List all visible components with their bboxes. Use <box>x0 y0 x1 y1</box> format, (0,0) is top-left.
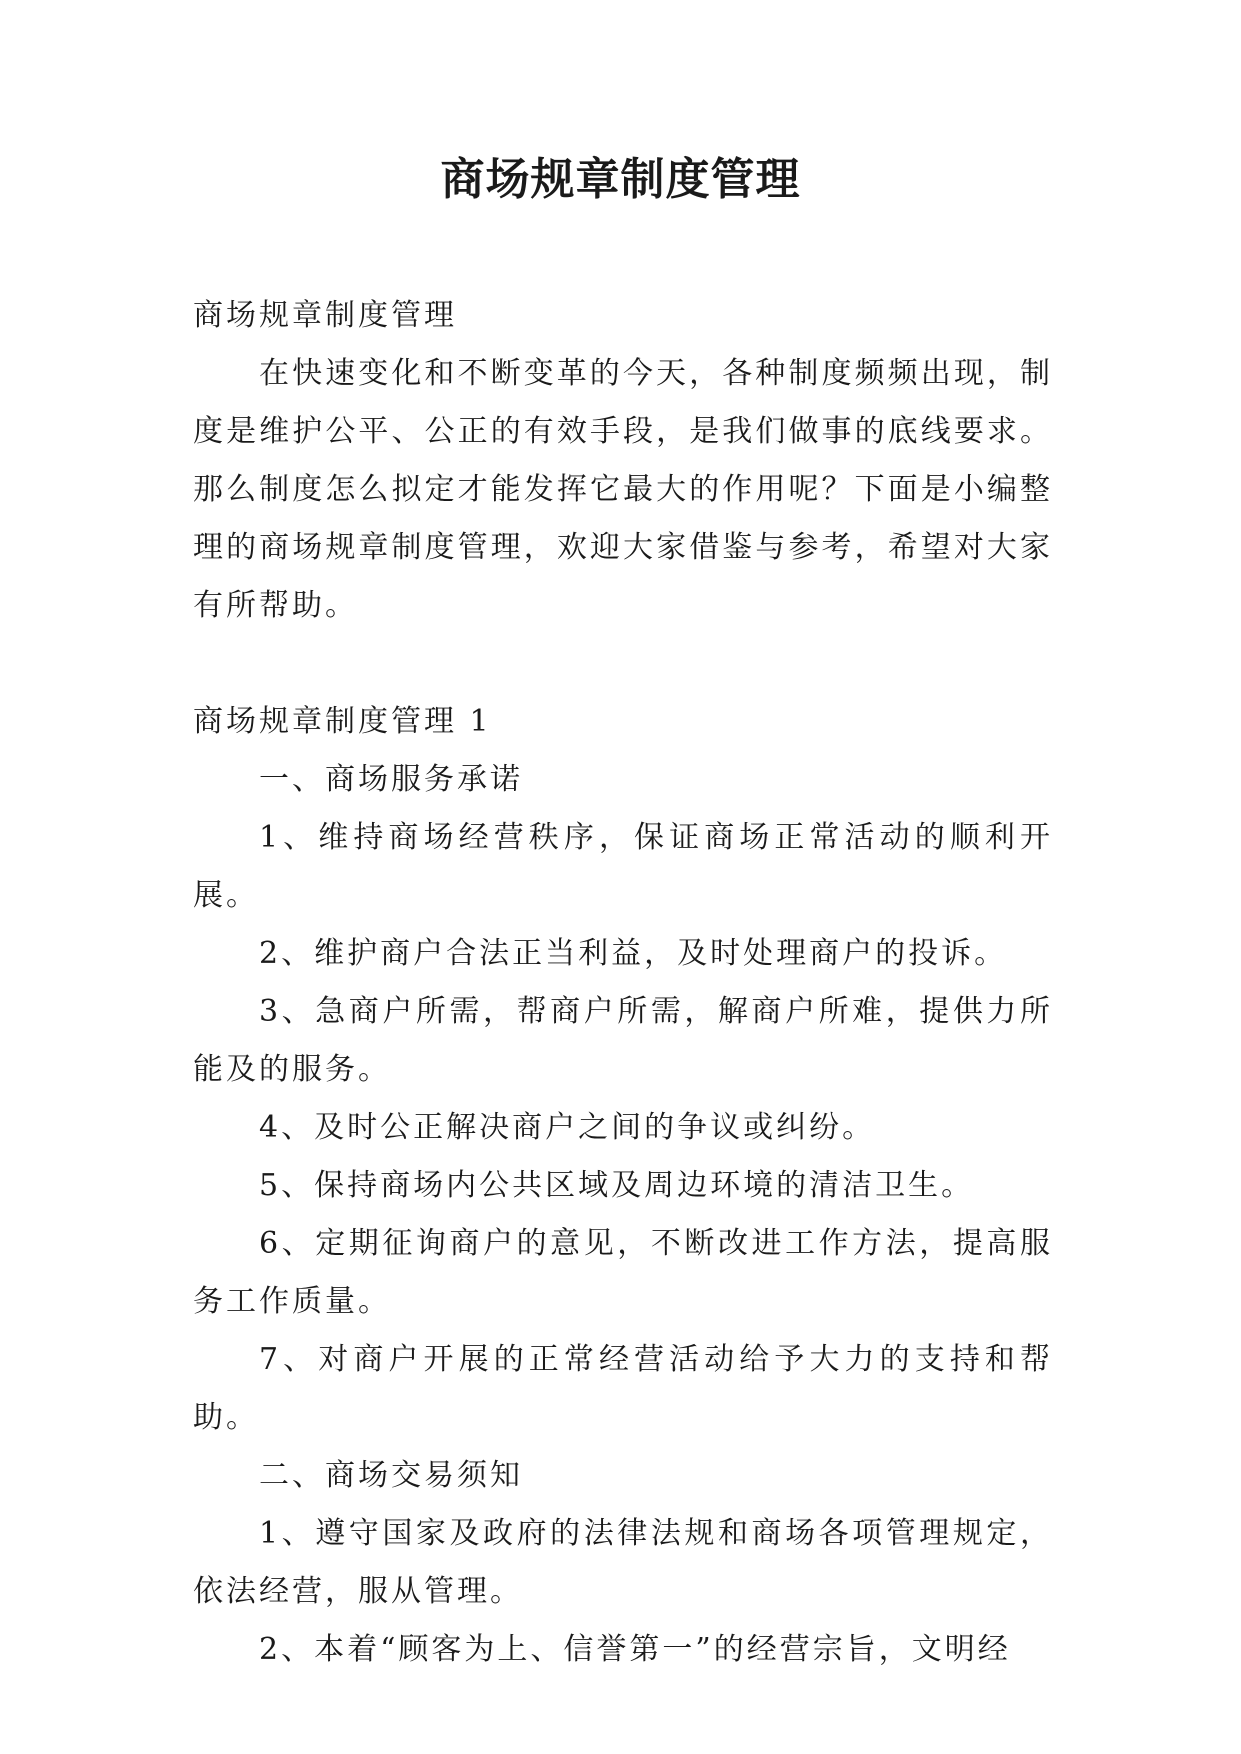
part1-item-5: 5、保持商场内公共区域及周边环境的清洁卫生。 <box>259 1168 975 1203</box>
intro-paragraph: 在快速变化和不断变革的今天，各种制度频频出现，制度是维护公平、公正的有效手段，是我们做事的底线要求。那么制度怎么拟定才能发挥它最大的作用呢？下面是小编整理的商场规章制度管理，欢迎大家借鉴与参考，希望对大家有所帮助。 <box>193 356 1053 623</box>
part1-item-4: 4、及时公正解决商户之间的争议或纠纷。 <box>259 1110 876 1145</box>
part1-heading: 一、商场服务承诺 <box>259 762 523 797</box>
document-body <box>193 287 1053 1679</box>
part1-item-3: 3、急商户所需，帮商户所需，解商户所难，提供力所能及的服务。 <box>193 994 1053 1087</box>
document-title: 商场规章制度管理 <box>440 154 801 205</box>
part1-item-6: 6、定期征询商户的意见，不断改进工作方法，提高服务工作质量。 <box>193 1226 1053 1319</box>
part1-item-1: 1、维持商场经营秩序，保证商场正常活动的顺利开展。 <box>193 820 1053 913</box>
part1-item-2: 2、维护商户合法正当利益，及时处理商户的投诉。 <box>259 936 1008 971</box>
part2-heading: 二、商场交易须知 <box>259 1458 523 1493</box>
part1-item-7: 7、对商户开展的正常经营活动给予大力的支持和帮助。 <box>193 1342 1053 1435</box>
section-spacer <box>193 635 1053 693</box>
part2-item-2: 2、本着“顾客为上、信誉第一”的经营宗旨，文明经 <box>259 1632 1011 1667</box>
part2-item-1: 1、遵守国家及政府的法律法规和商场各项管理规定，依法经营，服从管理。 <box>193 1516 1053 1609</box>
intro-heading: 商场规章制度管理 <box>193 298 457 333</box>
section-heading: 商场规章制度管理 1 <box>193 704 492 739</box>
